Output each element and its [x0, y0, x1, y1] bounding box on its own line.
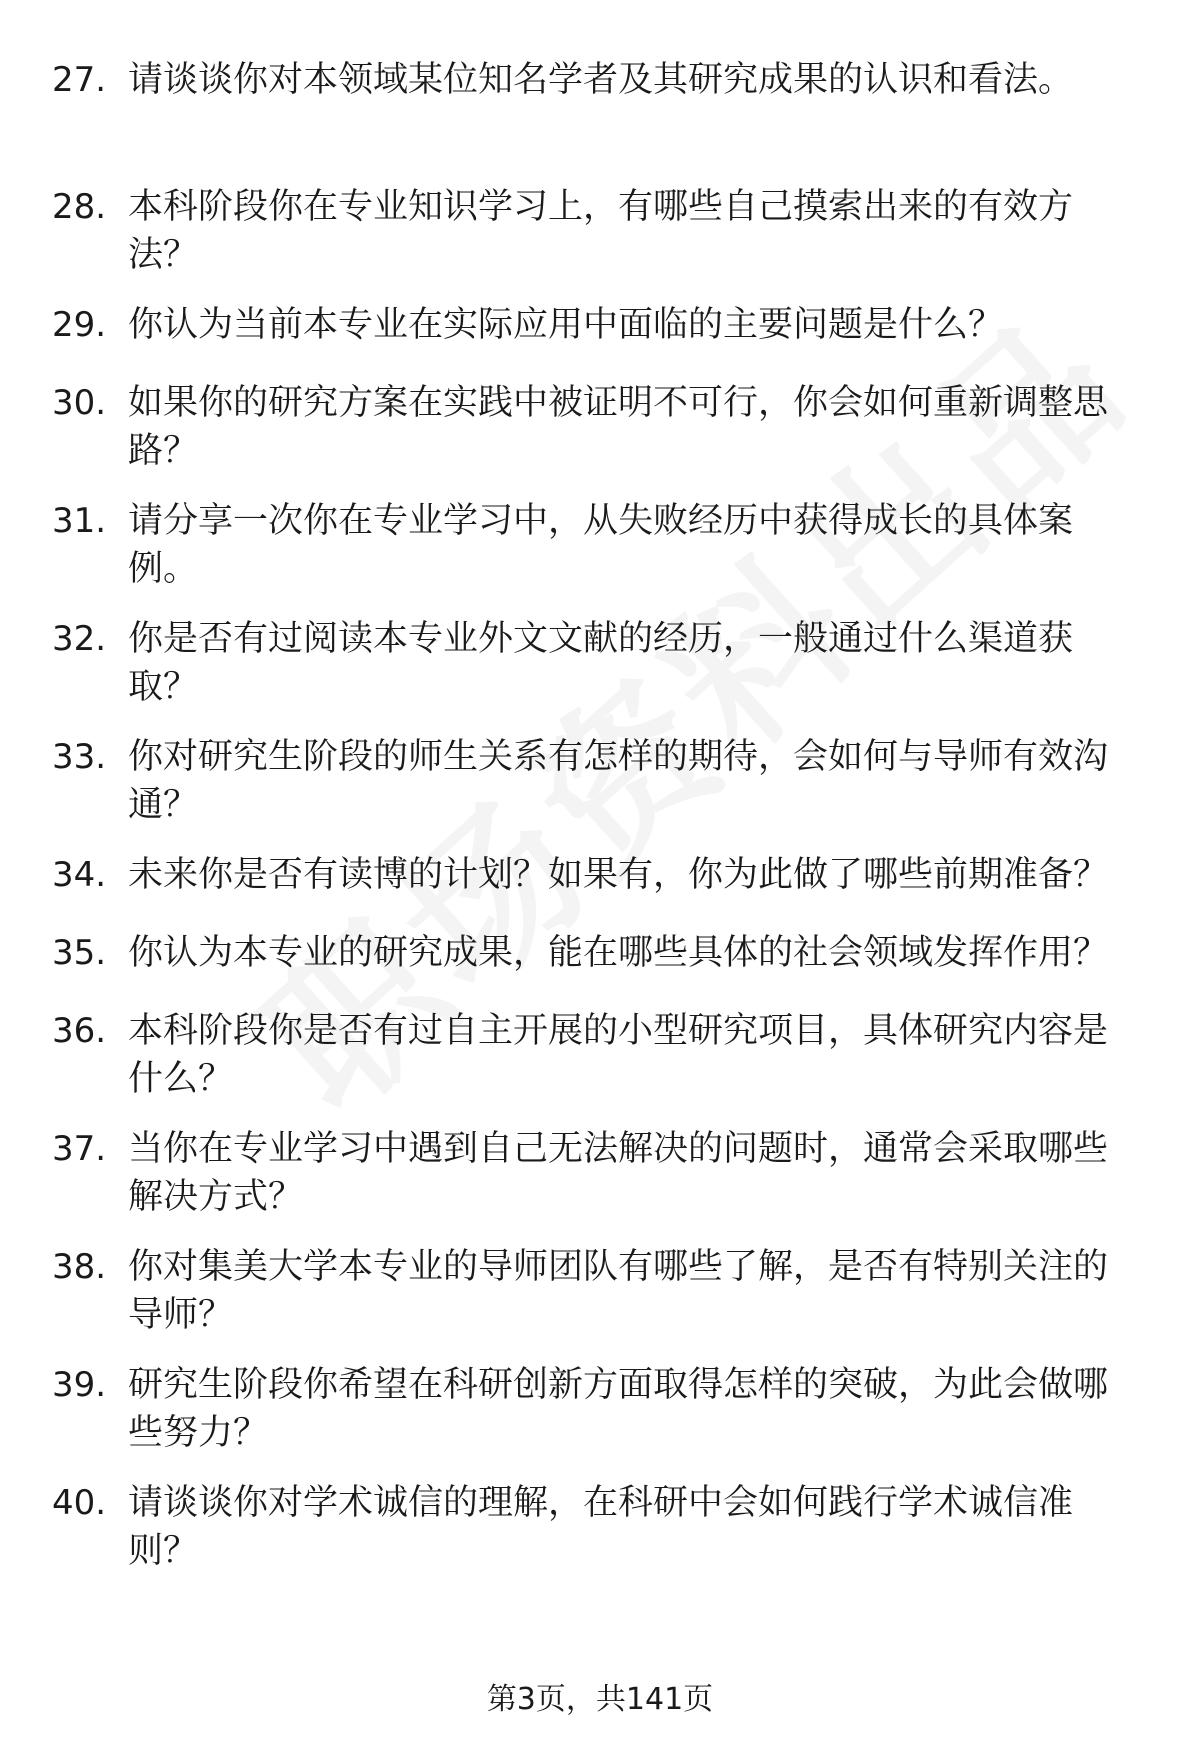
question-number: 37.	[52, 1129, 107, 1169]
question-item	[0, 301, 1200, 379]
question-text: 你认为本专业的研究成果，能在哪些具体的社会领域发挥作用？	[128, 933, 1109, 973]
question-number: 30.	[52, 383, 107, 423]
page-number-footer: 第3页，共141页	[486, 1682, 714, 1717]
question-item	[0, 497, 1200, 615]
question-text: 当你在专业学习中遇到自己无法解决的问题时，通常会采取哪些解决方式？	[128, 1129, 1109, 1217]
question-item	[0, 733, 1200, 851]
question-item	[0, 851, 1200, 929]
question-text: 请谈谈你对本领域某位知名学者及其研究成果的认识和看法。	[128, 60, 1074, 100]
question-text: 请谈谈你对学术诚信的理解，在科研中会如何践行学术诚信准则？	[128, 1483, 1074, 1571]
question-text: 未来你是否有读博的计划？如果有，你为此做了哪些前期准备？	[128, 855, 1109, 895]
question-number: 34.	[52, 855, 107, 895]
question-item	[0, 1007, 1200, 1125]
question-number: 33.	[52, 737, 107, 777]
question-item	[0, 1243, 1200, 1361]
question-number: 38.	[52, 1247, 107, 1287]
question-text: 本科阶段你在专业知识学习上，有哪些自己摸索出来的有效方法？	[128, 187, 1074, 275]
question-item	[0, 1479, 1200, 1597]
question-text: 你对研究生阶段的师生关系有怎样的期待，会如何与导师有效沟通？	[128, 737, 1109, 825]
question-number: 31.	[52, 501, 107, 541]
question-number: 27.	[52, 60, 107, 100]
question-text: 你对集美大学本专业的导师团队有哪些了解，是否有特别关注的导师？	[128, 1247, 1109, 1335]
question-text: 本科阶段你是否有过自主开展的小型研究项目，具体研究内容是什么？	[128, 1011, 1109, 1099]
question-item	[0, 615, 1200, 733]
question-number: 35.	[52, 933, 107, 973]
question-item	[0, 379, 1200, 497]
question-text: 研究生阶段你希望在科研创新方面取得怎样的突破，为此会做哪些努力？	[128, 1365, 1109, 1453]
question-text: 请分享一次你在专业学习中，从失败经历中获得成长的具体案例。	[128, 501, 1074, 589]
question-text: 你是否有过阅读本专业外文文献的经历，一般通过什么渠道获取？	[128, 619, 1074, 707]
question-item	[0, 1361, 1200, 1479]
question-item	[0, 1125, 1200, 1243]
question-list	[0, 56, 1200, 1597]
question-number: 29.	[52, 305, 107, 345]
question-number: 32.	[52, 619, 107, 659]
question-item	[0, 929, 1200, 1007]
question-text: 你认为当前本专业在实际应用中面临的主要问题是什么？	[128, 305, 1004, 345]
question-item	[0, 56, 1200, 183]
question-number: 28.	[52, 187, 107, 227]
question-text: 如果你的研究方案在实践中被证明不可行，你会如何重新调整思路？	[128, 383, 1109, 471]
question-item	[0, 183, 1200, 301]
question-number: 40.	[52, 1483, 107, 1523]
question-number: 39.	[52, 1365, 107, 1405]
question-number: 36.	[52, 1011, 107, 1051]
